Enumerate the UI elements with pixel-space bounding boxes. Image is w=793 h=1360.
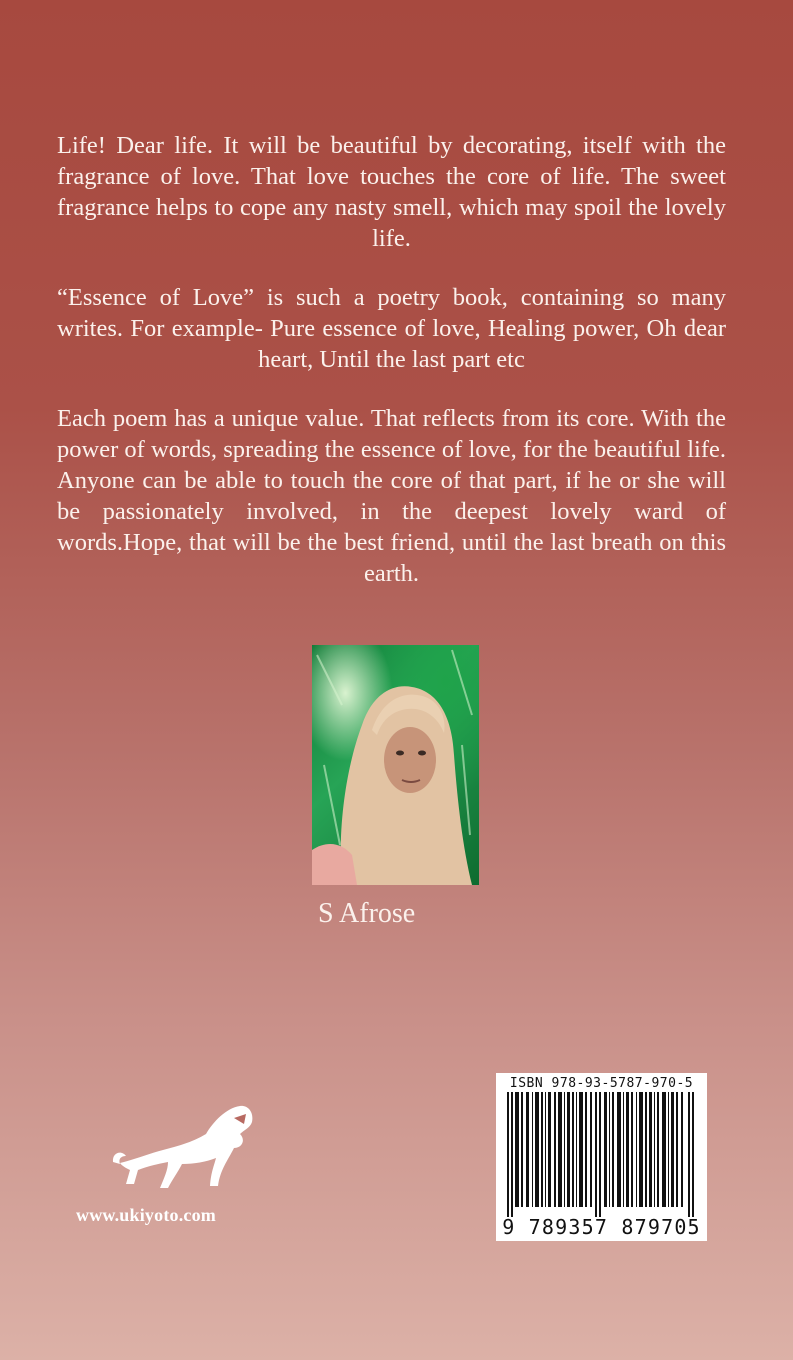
blurb-paragraph-3: Each poem has a unique value. That reflects from its core. With the power of words, spreading the essence of love, for the beautiful life. Anyone can be able to touch the core of that part, if he or she will be passionately involved, in the deepest lovely ward of words.Hope, that will be the best friend, until the last breath on this earth. [57,405,726,587]
lion-logo-icon [108,1100,258,1195]
barcode-digits: 9 789357 879705 [502,1215,701,1239]
author-name: S Afrose [318,898,416,929]
author-photo [312,645,479,885]
blurb-paragraph-1: Life! Dear life. It will be beautiful by decorating, itself with the fragrance of love. That love touches the core of life. The sweet fragrance helps to cope any nasty smell, which may spoil the lovely life. [57,132,726,252]
publisher-url[interactable]: www.ukiyoto.com [76,1205,217,1225]
back-cover-blurb [57,130,726,617]
blurb-paragraph-2: “Essence of Love” is such a poetry book, containing so many writes. For example- Pure essence of love, Healing power, Oh dear heart, Until the last part etc [57,284,726,373]
isbn-label: ISBN 978-93-5787-970-5 [509,1076,694,1091]
isbn-barcode [496,1073,707,1241]
barcode-bars [505,1092,698,1217]
